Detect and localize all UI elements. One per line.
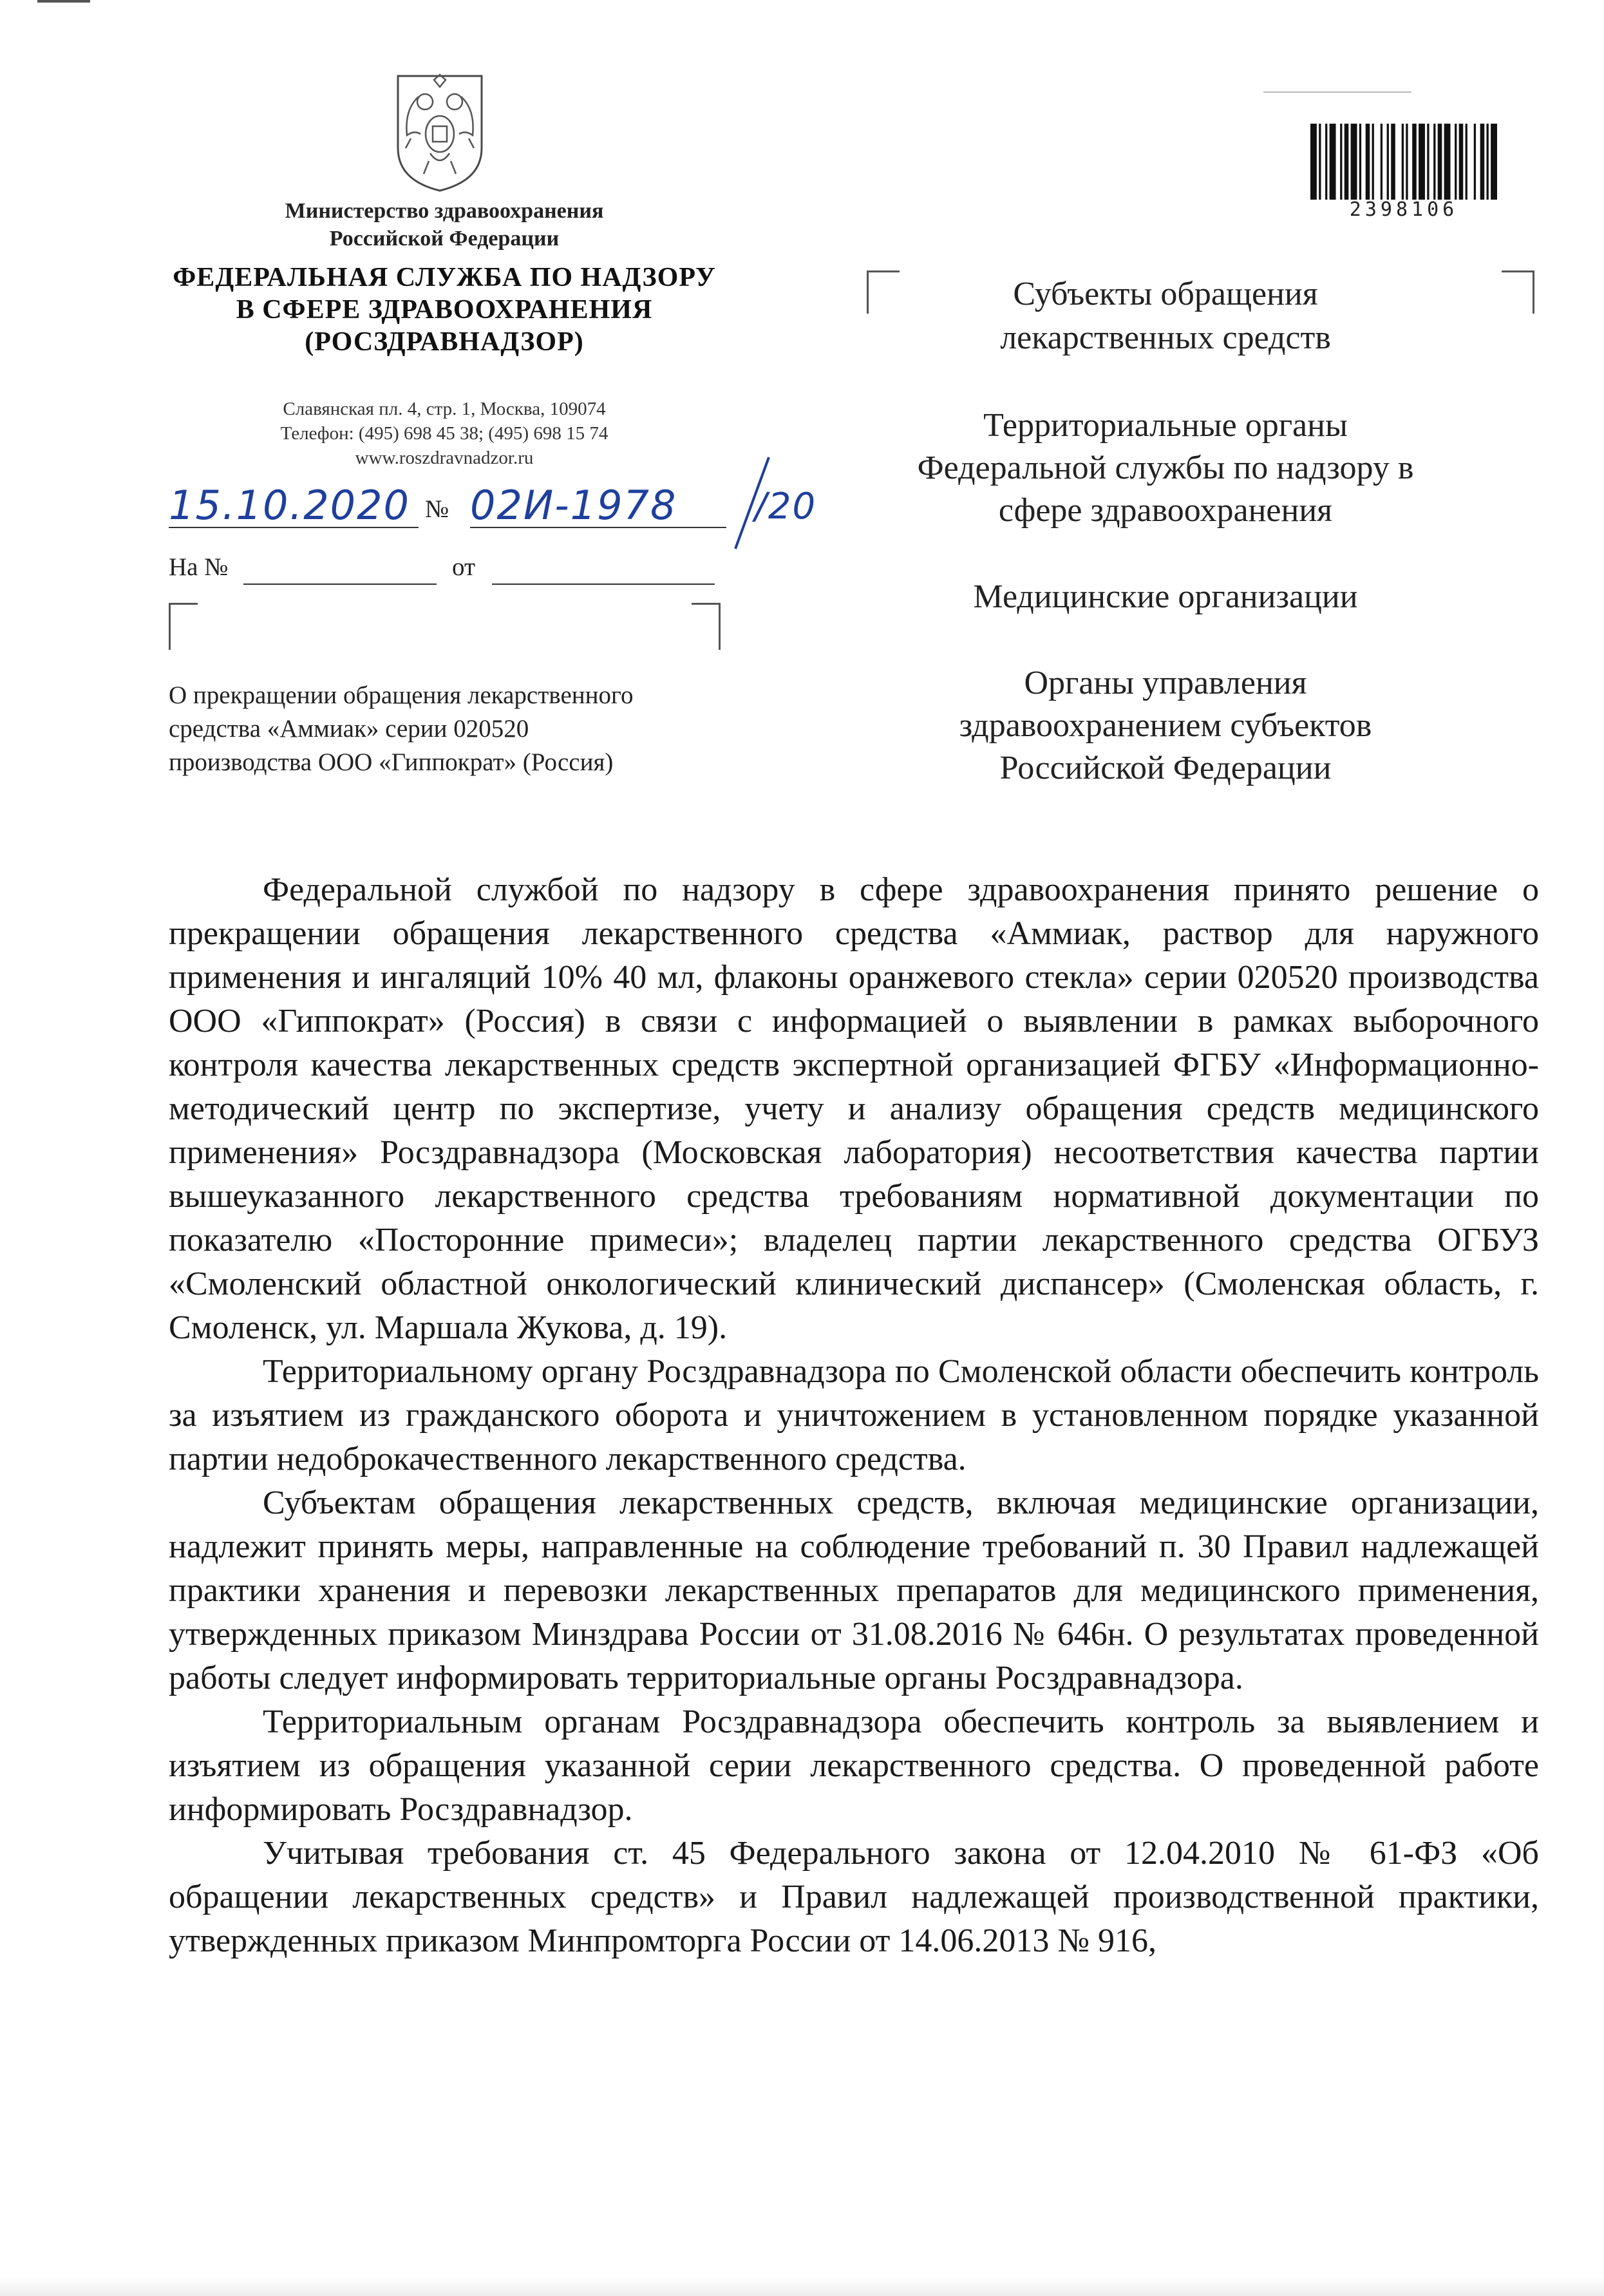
corner-mark-right xyxy=(692,603,721,650)
website-line: www.roszdravnadzor.ru xyxy=(355,448,534,468)
recipient-4-line3: Российской Федерации xyxy=(999,750,1332,786)
barcode-bar xyxy=(1345,124,1349,200)
body-paragraph-3: Субъектам обращения лекарственных средств, включая медицинские организации, надлежит принять меры, направленные на соблюдение требований п. 30 Правил надлежащей практики хранения и перевозки лекарственных препаратов для медицинского применения, утвержденных приказом Минздрава России от 31.08.2016 № 646н. О результатах проведенной работы следует информировать территориальные органы Росздравнадзора. xyxy=(169,1485,1539,1696)
barcode-bar xyxy=(1366,124,1370,200)
barcode-bar xyxy=(1406,124,1408,200)
body-paragraph-1: Федеральной службой по надзору в сфере здравоохранения принято решение о прекращении обращения лекарственного средства «Аммиак, раствор для наружного применения и ингаляций 10% 40 мл, флаконы оранжевого стекла» серии 020520 производства ООО «Гиппократ» (Россия) в связи с информацией о выявлении в рамках выборочного контроля качества лекарственных средств экспертной организацией ФГБУ «Информационно-методический центр по экспертизе, учету и анализу обращения средств медицинского применения» Росздравнадзора (Московская лаборатория) несоответствия качества партии вышеуказанного лекарственного средства требованиям нормативной документации по показателю «Посторонние примеси»; владелец партии лекарственного средства ОГБУЗ «Смоленский областной онкологический клинический диспансер» (Смоленская область, г. Смоленск, ул. Маршала Жукова, д. 19). xyxy=(169,871,1539,1346)
barcode-bar xyxy=(1487,124,1489,200)
registration-number-suffix: /20 xyxy=(755,486,817,527)
barcode-bar xyxy=(1438,124,1442,200)
barcode-bar xyxy=(1310,124,1317,200)
phone-line: Телефон: (495) 698 45 38; (495) 698 15 74 xyxy=(280,423,609,444)
barcode-bar xyxy=(1351,124,1357,200)
barcode-bar xyxy=(1433,124,1435,200)
subject-line3: производства ООО «Гиппократ» (Россия) xyxy=(169,748,614,776)
barcode-bar xyxy=(1459,124,1464,200)
barcode-bar xyxy=(1381,124,1382,200)
barcode-bar xyxy=(1402,124,1404,200)
barcode-bar xyxy=(1427,124,1429,200)
scan-mark xyxy=(37,0,90,3)
corner-mark-left xyxy=(169,603,198,650)
barcode-number: 2398106 xyxy=(1349,198,1458,221)
barcode-bar xyxy=(1330,124,1336,200)
ministry-name-line1: Министерство здравоохранения xyxy=(285,199,604,223)
barcode-bar xyxy=(1359,124,1361,200)
recipient-4-line1: Органы управления xyxy=(1024,665,1307,701)
corner-mark-addressee-right xyxy=(1502,270,1534,314)
recipient-2-line3: сфере здравоохранения xyxy=(998,492,1333,529)
barcode-bar xyxy=(1391,124,1395,200)
address-line: Славянская пл. 4, стр. 1, Москва, 109074 xyxy=(283,399,606,419)
registration-date: 15.10.2020 xyxy=(169,484,419,528)
registration-number: 02И-1978 xyxy=(470,484,726,528)
barcode-bar xyxy=(1325,124,1327,200)
barcode-bar xyxy=(1466,124,1467,200)
ref-date-blank xyxy=(492,582,715,585)
service-name-line3: (РОСЗДРАВНАДЗОР) xyxy=(305,327,584,357)
ref-number-blank xyxy=(243,582,437,585)
barcode-bar xyxy=(1372,124,1374,200)
body-paragraph-4: Территориальным органам Росздравнадзора обеспечить контроль за выявлением и изъятием из обращения указанной серии лекарственного средства. О проведенной работе информировать Росздравнадзор. xyxy=(169,1703,1539,1828)
barcode-bar xyxy=(1444,124,1451,200)
scan-bottom-edge xyxy=(0,2277,1604,2296)
top-right-scan-line xyxy=(1263,91,1411,93)
barcode-bar xyxy=(1412,124,1417,200)
ref-date-label: от xyxy=(452,553,476,581)
barcode-bar xyxy=(1491,124,1497,200)
barcode-bar xyxy=(1319,124,1321,200)
recipient-1-line1: Субъекты обращения xyxy=(1013,276,1318,312)
body-paragraph-5: Учитывая требования ст. 45 Федерального закона от 12.04.2010 № 61-ФЗ «Об обращении лекарственных средств» и Правил надлежащей производственной практики, утвержденных приказом Минпромторга России от 14.06.2013 № 916, xyxy=(169,1835,1539,1959)
number-sign: № xyxy=(425,495,449,523)
barcode-bar xyxy=(1480,124,1485,200)
barcode-bar xyxy=(1340,124,1342,200)
recipient-1-line2: лекарственных средств xyxy=(1000,319,1331,356)
ministry-name-line2: Российской Федерации xyxy=(329,227,560,251)
recipient-3-line1: Медицинские организации xyxy=(973,578,1358,615)
ref-number-label: На № xyxy=(169,553,229,581)
barcode-bar xyxy=(1474,124,1476,200)
subject-line1: О прекращении обращения лекарственного xyxy=(169,681,634,709)
subject-line2: средства «Аммиак» серии 020520 xyxy=(169,715,529,743)
recipient-2-line1: Территориальные органы xyxy=(983,407,1348,444)
letter-body xyxy=(169,868,1539,1963)
barcode xyxy=(1310,124,1497,200)
recipient-2-line2: Федеральной службы по надзору в xyxy=(917,450,1414,486)
recipient-4-line2: здравоохранением субъектов xyxy=(959,707,1372,744)
body-paragraph-2: Территориальному органу Росздравнадзора по Смоленской области обеспечить контроль за изъятием из гражданского оборота и уничтожением в установленном порядке указанной партии недоброкачественного лекарственного средства. xyxy=(169,1353,1539,1477)
barcode-bar xyxy=(1419,124,1425,200)
barcode-bar xyxy=(1387,124,1389,200)
service-name-line1: ФЕДЕРАЛЬНАЯ СЛУЖБА ПО НАДЗОРУ xyxy=(173,263,716,292)
barcode-bar xyxy=(1455,124,1457,200)
service-name-line2: В СФЕРЕ ЗДРАВООХРАНЕНИЯ xyxy=(236,295,653,325)
coat-of-arms-emblem xyxy=(392,71,488,193)
